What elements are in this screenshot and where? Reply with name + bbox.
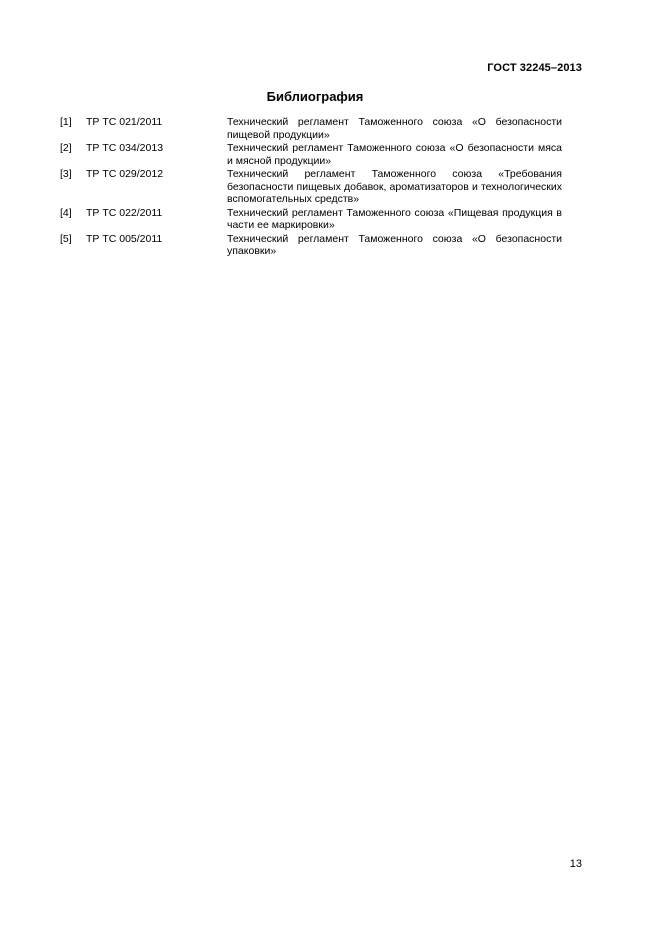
section-title: Библиография (266, 89, 364, 104)
entry-description: Технический регламент Таможенного союза «Требования безопасности пищевых добавок, ароматизаторов и технологических вспомогательных средств» (227, 167, 562, 206)
entry-number: [4] (60, 206, 72, 219)
entry-code: ТР ТС 029/2012 (86, 167, 164, 180)
entry-number: [2] (60, 141, 72, 154)
entry-code: ТР ТС 021/2011 (86, 116, 163, 128)
entry-number: [3] (60, 167, 72, 180)
bibliography-list (60, 116, 562, 259)
entry-number: [5] (60, 232, 72, 245)
entry-description: Технический регламент Таможенного союза «О безопасности мяса и мясной продукции» (227, 141, 562, 167)
entry-code: ТР ТС 005/2011 (86, 232, 163, 245)
entry-code: ТР ТС 022/2011 (86, 206, 163, 219)
bibliography-entry (60, 207, 562, 232)
entry-description: Технический регламент Таможенного союза «О безопасности упаковки» (227, 232, 562, 258)
page-number: 13 (569, 858, 582, 870)
entry-description: Технический регламент Таможенного союза «Пищевая продукция в части ее маркировки» (227, 206, 562, 232)
bibliography-entry (60, 233, 562, 258)
entry-number: [1] (60, 116, 72, 128)
bibliography-entry (60, 168, 562, 206)
entry-description: Технический регламент Таможенного союза «О безопасности пищевой продукции» (227, 116, 562, 141)
bibliography-entry (60, 142, 562, 167)
entry-code: ТР ТС 034/2013 (86, 141, 164, 154)
bibliography-entry (60, 116, 562, 141)
standard-code: ГОСТ 32245–2013 (487, 62, 582, 74)
